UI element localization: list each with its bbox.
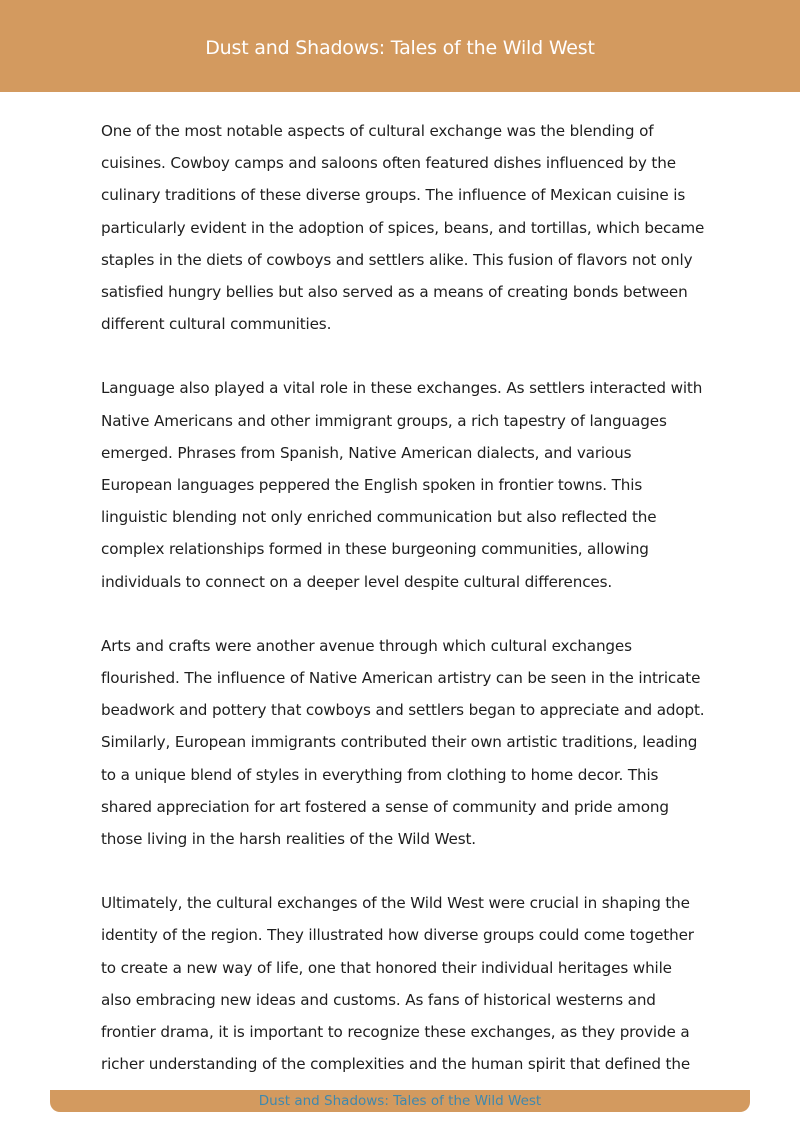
page-header xyxy=(0,0,800,92)
page-footer xyxy=(50,1090,750,1112)
paragraph-cuisine: One of the most notable aspects of cultural exchange was the blending of cuisines. Cowboy camps and saloons often featured dishes influenced by the culinary traditions of these diverse groups. The influence of Mexican cuisine is particularly evident in the adoption of spices, beans, and tortillas, which became staples in the diets of cowboys and settlers alike. This fusion of flavors not only satisfied hungry bellies but also served as a means of creating bonds between different cultural communities. xyxy=(101,122,705,334)
article-body xyxy=(101,115,705,1145)
paragraph-language: Language also played a vital role in these exchanges. As settlers interacted with Native Americans and other immigrant groups, a rich tapestry of languages emerged. Phrases from Spanish, Native American dialects, and various European languages peppered the English spoken in frontier towns. This linguistic blending not only enriched communication but also reflected the complex relationships formed in these burgeoning communities, allowing individuals to connect on a deeper level despite cultural differences. xyxy=(101,379,703,591)
footer-title: Dust and Shadows: Tales of the Wild West xyxy=(258,1093,542,1109)
header-title: Dust and Shadows: Tales of the Wild West xyxy=(205,37,595,59)
paragraph-arts: Arts and crafts were another avenue through which cultural exchanges flourished. The influence of Native American artistry can be seen in the intricate beadwork and pottery that cowboys and settlers began to appreciate and adopt. Similarly, European immigrants contributed their own artistic traditions, leading to a unique blend of styles in everything from clothing to home decor. This shared appreciation for art fostered a sense of community and pride among those living in the harsh realities of the Wild West. xyxy=(101,636,705,849)
paragraph-conclusion: Ultimately, the cultural exchanges of the Wild West were crucial in shaping the identity of the region. They illustrated how diverse groups could come together to create a new way of life, one that honored their individual heritages while also embracing new ideas and customs. As fans of historical westerns and frontier drama, it is important to recognize these exchanges, as they provide a richer understanding of the complexities and the human spirit that defined the xyxy=(101,894,694,1074)
